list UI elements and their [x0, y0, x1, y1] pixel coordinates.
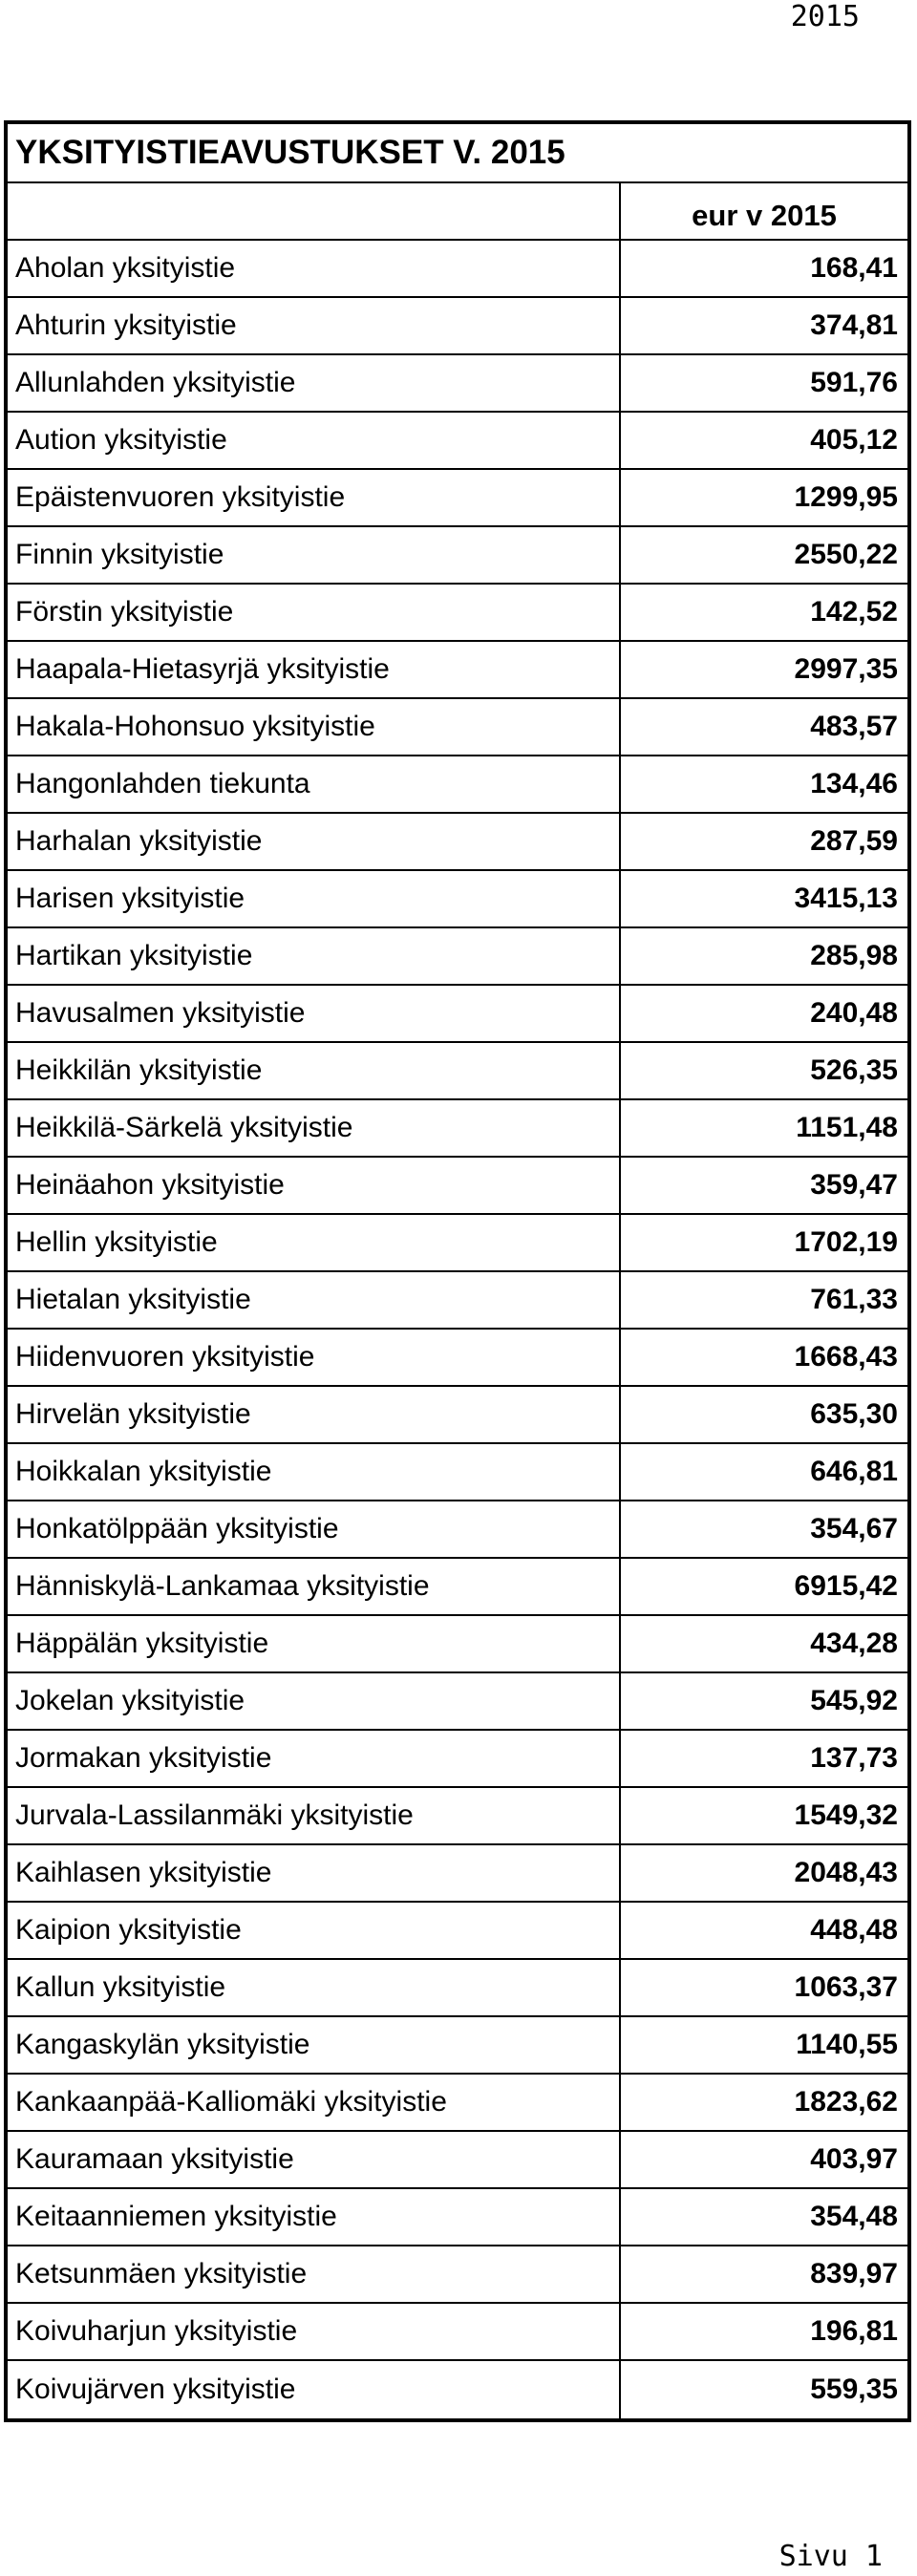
table-row	[8, 1444, 907, 1501]
table-row	[8, 1559, 907, 1616]
road-name-cell: Harisen yksityistie	[8, 871, 621, 926]
road-name-cell: Kangaskylän yksityistie	[8, 2017, 621, 2073]
amount-cell: 240,48	[810, 997, 898, 1029]
table-row	[8, 2304, 907, 2361]
road-name-cell: Harhalan yksityistie	[8, 814, 621, 869]
amount-cell: 448,48	[810, 1914, 898, 1946]
table-row	[8, 1903, 907, 1960]
amount-cell: 545,92	[810, 1685, 898, 1716]
amount-cell: 2048,43	[794, 1857, 898, 1888]
amount-cell: 1702,19	[794, 1226, 898, 1258]
road-name-cell: Kaipion yksityistie	[8, 1903, 621, 1958]
table-row	[8, 2246, 907, 2304]
amount-cell: 374,81	[810, 309, 898, 341]
amount-cell: 839,97	[810, 2258, 898, 2289]
amount-cell: 3415,13	[794, 883, 898, 914]
amount-cell: 354,48	[810, 2201, 898, 2232]
amount-cell: 354,67	[810, 1513, 898, 1544]
table-row	[8, 1616, 907, 1673]
table-row	[8, 241, 907, 298]
amount-cell: 591,76	[810, 367, 898, 398]
road-name-cell: Allunlahden yksityistie	[8, 355, 621, 411]
road-name-cell: Kankaanpää-Kalliomäki yksityistie	[8, 2075, 621, 2130]
road-name-cell: Hoikkalan yksityistie	[8, 1444, 621, 1500]
road-name-cell: Aholan yksityistie	[8, 241, 621, 296]
table-row	[8, 1043, 907, 1100]
road-name-cell: Heikkilä-Särkelä yksityistie	[8, 1100, 621, 1156]
road-name-cell: Ahturin yksityistie	[8, 298, 621, 353]
table-body	[8, 241, 907, 2418]
amount-cell: 285,98	[810, 940, 898, 971]
table-row	[8, 928, 907, 986]
road-name-cell: Hangonlahden tiekunta	[8, 756, 621, 812]
amount-cell: 287,59	[810, 825, 898, 857]
amount-cell: 134,46	[810, 768, 898, 799]
road-name-cell: Kallun yksityistie	[8, 1960, 621, 2015]
road-name-cell: Epäistenvuoren yksityistie	[8, 470, 621, 525]
road-name-cell: Aution yksityistie	[8, 413, 621, 468]
header-empty-cell	[8, 183, 621, 239]
table-row	[8, 2189, 907, 2246]
amount-cell: 6915,42	[794, 1570, 898, 1602]
table-row	[8, 986, 907, 1043]
column-header-amount: eur v 2015	[692, 199, 837, 232]
amount-cell: 483,57	[810, 711, 898, 742]
table-row	[8, 1960, 907, 2017]
amount-cell: 635,30	[810, 1398, 898, 1430]
table-header-row	[8, 183, 907, 241]
table-row	[8, 1215, 907, 1272]
road-name-cell: Kauramaan yksityistie	[8, 2132, 621, 2187]
table-row	[8, 527, 907, 585]
amount-cell: 1549,32	[794, 1799, 898, 1831]
road-name-cell: Kaihlasen yksityistie	[8, 1845, 621, 1901]
table-row	[8, 585, 907, 642]
amount-cell: 434,28	[810, 1628, 898, 1659]
table-row	[8, 2361, 907, 2418]
road-name-cell: Hiidenvuoren yksityistie	[8, 1330, 621, 1385]
road-name-cell: Keitaanniemen yksityistie	[8, 2189, 621, 2245]
table-row	[8, 413, 907, 470]
road-name-cell: Jormakan yksityistie	[8, 1731, 621, 1786]
road-name-cell: Koivujärven yksityistie	[8, 2361, 621, 2418]
road-name-cell: Finnin yksityistie	[8, 527, 621, 583]
road-name-cell: Ketsunmäen yksityistie	[8, 2246, 621, 2302]
amount-cell: 2997,35	[794, 653, 898, 685]
road-name-cell: Hakala-Hohonsuo yksityistie	[8, 699, 621, 755]
road-name-cell: Hellin yksityistie	[8, 1215, 621, 1270]
table-row	[8, 1673, 907, 1731]
table-row	[8, 298, 907, 355]
road-name-cell: Hänniskylä-Lankamaa yksityistie	[8, 1559, 621, 1614]
road-name-cell: Hietalan yksityistie	[8, 1272, 621, 1328]
table-row	[8, 1100, 907, 1158]
table-row	[8, 642, 907, 699]
amount-cell: 168,41	[810, 252, 898, 284]
amount-cell: 137,73	[810, 1742, 898, 1774]
road-name-cell: Havusalmen yksityistie	[8, 986, 621, 1041]
table-row	[8, 2075, 907, 2132]
amount-cell: 405,12	[810, 424, 898, 456]
amount-cell: 1151,48	[796, 1112, 898, 1143]
amount-cell: 403,97	[810, 2143, 898, 2175]
amount-cell: 1299,95	[794, 481, 898, 513]
table-row	[8, 814, 907, 871]
table-row	[8, 1501, 907, 1559]
table-row	[8, 1330, 907, 1387]
table-row	[8, 2132, 907, 2189]
table-row	[8, 2017, 907, 2075]
road-name-cell: Haapala-Hietasyrjä yksityistie	[8, 642, 621, 697]
amount-cell: 761,33	[810, 1284, 898, 1315]
amount-cell: 559,35	[810, 2374, 898, 2405]
table-row	[8, 1272, 907, 1330]
road-name-cell: Häppälän yksityistie	[8, 1616, 621, 1671]
amount-cell: 1668,43	[794, 1341, 898, 1373]
amount-cell: 142,52	[810, 596, 898, 628]
road-name-cell: Heikkilän yksityistie	[8, 1043, 621, 1098]
road-name-cell: Heinäahon yksityistie	[8, 1158, 621, 1213]
table-row	[8, 1788, 907, 1845]
subsidy-table	[4, 120, 911, 2422]
header-year: 2015	[790, 0, 860, 33]
amount-cell: 1823,62	[794, 2086, 898, 2118]
table-row	[8, 871, 907, 928]
road-name-cell: Hirvelän yksityistie	[8, 1387, 621, 1442]
amount-cell: 646,81	[810, 1456, 898, 1487]
road-name-cell: Honkatölppään yksityistie	[8, 1501, 621, 1557]
road-name-cell: Förstin yksityistie	[8, 585, 621, 640]
page-number: Sivu 1	[778, 2540, 883, 2573]
amount-cell: 2550,22	[794, 539, 898, 570]
amount-cell: 196,81	[810, 2315, 898, 2347]
table-row	[8, 1845, 907, 1903]
road-name-cell: Koivuharjun yksityistie	[8, 2304, 621, 2359]
amount-cell: 1140,55	[796, 2029, 898, 2060]
road-name-cell: Jokelan yksityistie	[8, 1673, 621, 1729]
table-row	[8, 470, 907, 527]
amount-cell: 526,35	[810, 1054, 898, 1086]
road-name-cell: Jurvala-Lassilanmäki yksityistie	[8, 1788, 621, 1843]
road-name-cell: Hartikan yksityistie	[8, 928, 621, 984]
table-row	[8, 756, 907, 814]
amount-cell: 359,47	[810, 1169, 898, 1201]
table-row	[8, 355, 907, 413]
table-row	[8, 1158, 907, 1215]
amount-cell: 1063,37	[794, 1971, 898, 2003]
table-row	[8, 1731, 907, 1788]
table-row	[8, 699, 907, 756]
table-title: YKSITYISTIEAVUSTUKSET V. 2015	[8, 124, 907, 183]
table-row	[8, 1387, 907, 1444]
